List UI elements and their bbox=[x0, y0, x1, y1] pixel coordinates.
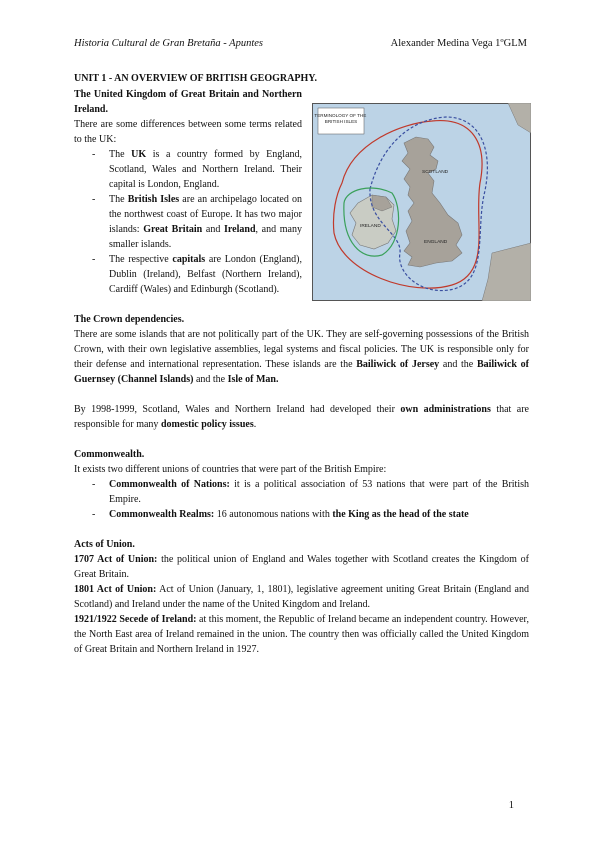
label-england: ENGLAND bbox=[424, 240, 448, 245]
list-item: - Commonwealth Realms: 16 autonomous nations with the King as the head of the state bbox=[74, 507, 529, 522]
list-item: - Commonwealth of Nations: it is a political association of 53 nations that were part of the British Empire. bbox=[74, 477, 529, 507]
commonwealth-intro: It exists two different unions of countries that were part of the British Empire: bbox=[74, 464, 387, 475]
uk-section bbox=[74, 87, 302, 297]
map-caption: TERMINOLOGY OF THE BRITISH ISLES bbox=[314, 113, 367, 124]
british-isles-map bbox=[312, 103, 531, 301]
commonwealth-list bbox=[74, 477, 529, 522]
header-right: Alexander Medina Vega 1ºGLM bbox=[390, 38, 527, 49]
label-scotland: SCOTLAND bbox=[422, 170, 449, 175]
uk-intro: There are some differences between some terms related to the UK: bbox=[74, 119, 302, 145]
list-item: - The British Isles are an archipelago located on the northwest coast of Europe. It has two major islands: Great Britain and Ireland, and many smaller islands. bbox=[74, 192, 302, 252]
acts-heading: Acts of Union. bbox=[74, 539, 135, 550]
uk-heading: The United Kingdom of Great Britain and Northern Ireland. bbox=[74, 89, 302, 115]
uk-terms-list bbox=[74, 147, 302, 297]
crown-heading: The Crown dependencies. bbox=[74, 314, 185, 325]
page-number: 1 bbox=[508, 800, 514, 811]
crown-paragraph: There are some islands that are not politically part of the UK. They are self-governing possessions of the British Crown, with their own legislative assemblies, legal systems and fiscal policies. The UK is responsible only for their defense and international representation. These islands are the Bailiwick of Jersey and the Bailiwick of Guernsey (Channel Islands) and the Isle of Man. bbox=[74, 329, 529, 385]
header-left: Historia Cultural de Gran Bretaña - Apuntes bbox=[74, 38, 263, 49]
list-item: - The respective capitals are London (England), Dublin (Ireland), Belfast (Northern Ireland), Cardiff (Wales) and Edinburgh (Scotland). bbox=[74, 252, 302, 297]
list-item: - The UK is a country formed by England, Scotland, Wales and Northern Ireland. Their capital is London, England. bbox=[74, 147, 302, 192]
unit-title: UNIT 1 - AN OVERVIEW OF BRITISH GEOGRAPHY. bbox=[74, 73, 318, 84]
act-1707: 1707 Act of Union: the political union of England and Wales together with Scotland creates the Kingdom of Great Britain. bbox=[74, 554, 529, 580]
commonwealth-heading: Commonwealth. bbox=[74, 449, 145, 460]
act-1801: 1801 Act of Union: Act of Union (January, 1, 1801), legislative agreement uniting Great Britain (England and Scotland) and Ireland under the name of the United Kingdom and Ireland. bbox=[74, 584, 529, 610]
act-1921: 1921/1922 Secede of Ireland: at this moment, the Republic of Ireland became an independent country. However, the North East area of Ireland remained in the union. The country then was officially called the United Kingdom of Great Britain and Northern Ireland in 1927. bbox=[74, 614, 529, 655]
label-ireland: IRELAND bbox=[360, 224, 381, 229]
devolution-paragraph: By 1998-1999, Scotland, Wales and Northern Ireland had developed their own administrations that are responsible for many domestic policy issues. bbox=[74, 404, 529, 430]
